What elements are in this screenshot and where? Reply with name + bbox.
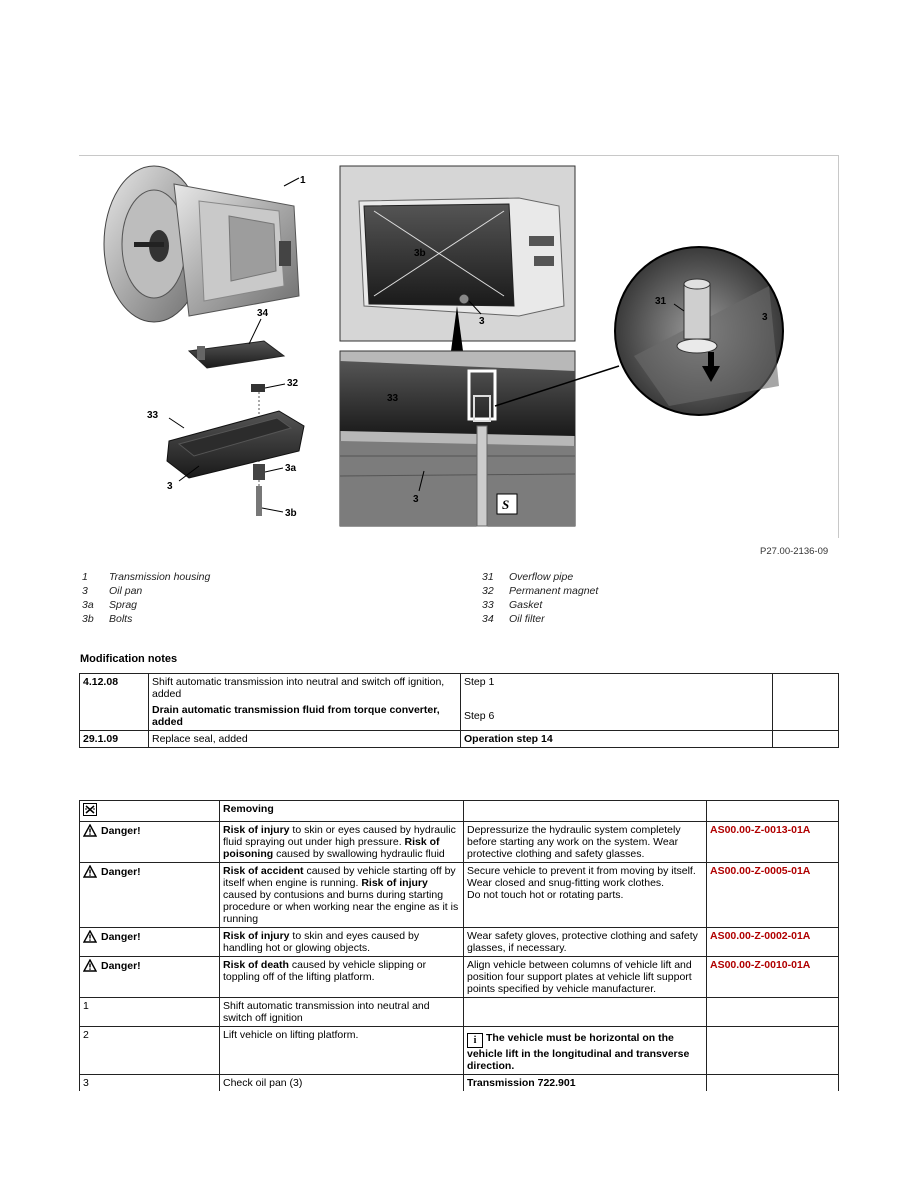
step-number: 2 [80, 1027, 220, 1075]
step-row [80, 1075, 839, 1092]
modification-notes-table [79, 673, 839, 748]
warning-triangle-icon [83, 865, 97, 878]
blank-cell [707, 998, 839, 1027]
step-row [80, 1027, 839, 1075]
measure-cell: Wear safety gloves, protective clothing and safety glasses, if necessary. [464, 928, 707, 957]
step-text: Shift automatic transmission into neutral and switch off ignition [220, 998, 464, 1027]
danger-label: Danger! [101, 865, 141, 878]
reference-link[interactable]: AS00.00-Z-0010-01A [707, 957, 839, 998]
legend-item: 34 Oil filter [482, 613, 545, 625]
blank-cell [707, 1075, 839, 1092]
mod-step: Operation step 14 [461, 731, 773, 748]
risk-cell: Risk of accident caused by vehicle starting off by itself when engine is running. Risk of injury caused by contusions and burns during starting procedure or when working near the engine as it is running [220, 863, 464, 928]
danger-label-cell [80, 822, 220, 863]
danger-label-cell [80, 863, 220, 928]
callout-3-top: 3 [479, 316, 485, 327]
callout-3a: 3a [285, 463, 297, 474]
mod-description: Shift automatic transmission into neutral and switch off ignition, added [149, 674, 461, 703]
reference-link[interactable]: AS00.00-Z-0013-01A [707, 822, 839, 863]
legend-item: 3 Oil pan [82, 585, 143, 597]
danger-row [80, 822, 839, 863]
legend-item: 31 Overflow pipe [482, 571, 574, 583]
step-text: Check oil pan (3) [220, 1075, 464, 1092]
oil-pan-drawing [167, 411, 304, 478]
step-number: 3 [80, 1075, 220, 1092]
step-note: Transmission 722.901 [464, 1075, 707, 1092]
legend-item: 32 Permanent magnet [482, 585, 599, 597]
danger-label: Danger! [101, 930, 141, 943]
step-note-cell [464, 1027, 707, 1075]
legend-right [482, 570, 598, 626]
legend-item: 33 Gasket [482, 599, 543, 611]
step-row [80, 998, 839, 1027]
header-icon-cell [80, 801, 220, 822]
mod-date: 29.1.09 [80, 731, 149, 748]
callout-1: 1 [300, 175, 306, 186]
danger-label-cell [80, 928, 220, 957]
callout-3-mid: 3 [413, 494, 419, 505]
danger-label: Danger! [101, 959, 141, 972]
danger-row [80, 863, 839, 928]
callout-3-left: 3 [167, 481, 173, 492]
table-row [80, 731, 839, 748]
blank-cell [707, 801, 839, 822]
risk-cell: Risk of death caused by vehicle slipping or toppling off of the lifting platform. [220, 957, 464, 998]
transmission-illustration [79, 156, 839, 539]
callout-32: 32 [287, 378, 299, 389]
danger-label: Danger! [101, 824, 141, 837]
callout-33-mid: 33 [387, 393, 399, 404]
mod-blank [773, 674, 839, 731]
measure-cell: Secure vehicle to prevent it from moving by itself. Wear closed and snug-fitting work clothes. Do not touch hot or rotating parts. [464, 863, 707, 928]
risk-cell: Risk of injury to skin and eyes caused by handling hot or glowing objects. [220, 928, 464, 957]
callout-3b-top: 3b [414, 248, 426, 259]
reference-link[interactable]: AS00.00-Z-0005-01A [707, 863, 839, 928]
drain-plug-photo-panel [340, 351, 575, 526]
oil-filter-drawing [189, 341, 284, 368]
procedure-table [79, 800, 839, 1091]
mod-date: 4.12.08 [80, 674, 149, 731]
callout-3b-left: 3b [285, 508, 297, 519]
danger-row [80, 957, 839, 998]
blank-cell [707, 1027, 839, 1075]
warning-triangle-icon [83, 824, 97, 837]
step-text: Lift vehicle on lifting platform. [220, 1027, 464, 1075]
legend-item: 3a Sprag [82, 599, 138, 611]
warning-triangle-icon [83, 930, 97, 943]
danger-label-cell [80, 957, 220, 998]
step-note: The vehicle must be horizontal on the vehicle lift in the longitudinal and transverse direction. [467, 1032, 690, 1072]
overflow-pipe-detail-circle [615, 247, 783, 415]
measure-cell: Align vehicle between columns of vehicle lift and position four support plates at vehicle lift support points specified by vehicle manufacturer. [464, 957, 707, 998]
procedure-title: Removing [220, 801, 464, 822]
measure-cell: Depressurize the hydraulic system completely before starting any work on the system. Wear protective clothing and safety glasses. [464, 822, 707, 863]
callout-3-circle: 3 [762, 312, 768, 323]
table-row [80, 702, 839, 731]
exploded-view-figure [79, 155, 839, 538]
danger-row [80, 928, 839, 957]
mod-description: Drain automatic transmission fluid from torque converter, added [149, 702, 461, 731]
step-note [464, 998, 707, 1027]
callout-31: 31 [655, 296, 667, 307]
callout-34: 34 [257, 308, 269, 319]
legend-item: 3b Bolts [82, 613, 133, 625]
mod-description: Replace seal, added [149, 731, 461, 748]
step-number: 1 [80, 998, 220, 1027]
reference-link[interactable]: AS00.00-Z-0002-01A [707, 928, 839, 957]
blank-cell [464, 801, 707, 822]
callout-33-left: 33 [147, 410, 159, 421]
mod-blank [773, 731, 839, 748]
table-row [80, 801, 839, 822]
info-icon: i [467, 1033, 483, 1048]
legend-item: 1 Transmission housing [82, 571, 211, 583]
figure-reference: P27.00-2136-09 [760, 546, 829, 557]
step-symbol: S [502, 497, 510, 512]
step-expand-icon [83, 803, 97, 816]
warning-triangle-icon [83, 959, 97, 972]
risk-cell: Risk of injury to skin or eyes caused by hydraulic fluid spraying out under high pressure. Risk of poisoning caused by swallowing hydraulic fluid [220, 822, 464, 863]
table-row [80, 674, 839, 703]
transmission-housing-drawing [104, 166, 299, 322]
legend-left [82, 570, 210, 626]
mod-step: Step 6 [461, 702, 773, 731]
mod-step: Step 1 [461, 674, 773, 703]
modification-notes-heading: Modification notes [80, 653, 178, 665]
